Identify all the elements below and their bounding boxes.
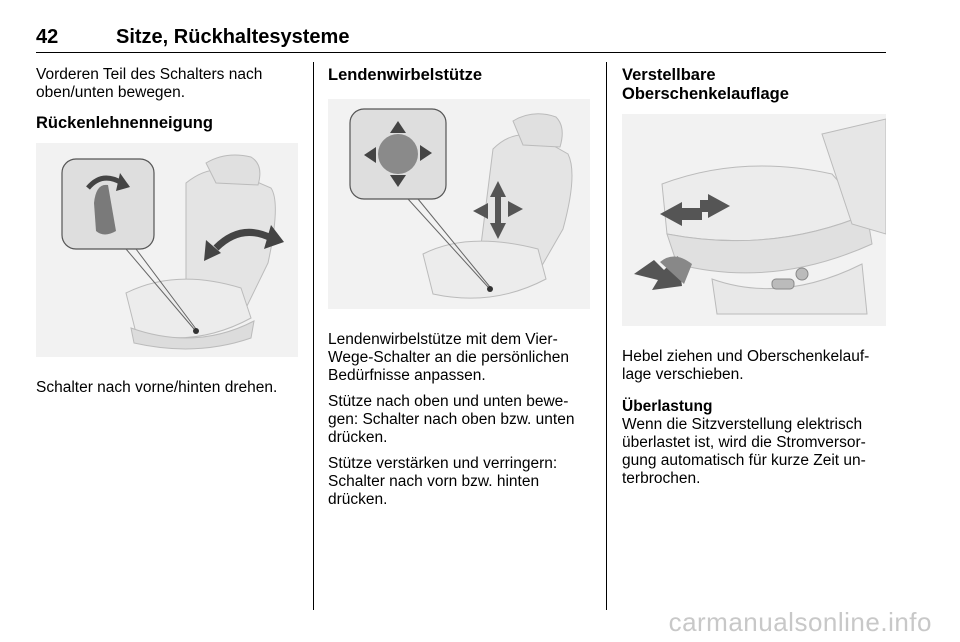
section-title: Sitze, Rückhaltesysteme — [116, 26, 350, 48]
column-divider — [606, 62, 607, 610]
lumbar-text-2: Stütze nach oben und unten bewe-gen: Schalter nach oben bzw. unten drücken. — [328, 393, 575, 446]
seat-recline-illustration — [36, 143, 298, 357]
column-recline — [36, 66, 298, 405]
page-number: 42 — [36, 26, 59, 48]
lumbar-support-illustration — [328, 99, 590, 309]
column-lumbar — [328, 66, 590, 517]
watermark: carmanualsonline.info — [668, 607, 932, 637]
heading-line-1: Verstellbare — [622, 66, 716, 84]
heading-lumbar: Lendenwirbelstütze — [328, 66, 483, 84]
heading-recline: Rückenlehnenneigung — [36, 114, 213, 132]
heading-thigh-support — [622, 66, 886, 104]
intro-text: Vorderen Teil des Schalters nach oben/unten bewegen. — [36, 66, 263, 101]
column-divider — [313, 62, 314, 610]
lumbar-text-3: Stütze verstärken und verringern: Schalter nach vorn bzw. hinten drücken. — [328, 455, 558, 508]
overload-text: Wenn die Sitzverstellung elektrisch überlastet ist, wird die Stromversor-gung automatisch für kurze Zeit un-terbrochen. — [622, 416, 866, 487]
caption-recline: Schalter nach vorne/hinten drehen. — [36, 379, 278, 396]
thigh-text: Hebel ziehen und Oberschenkelauf-lage verschieben. — [622, 348, 870, 383]
column-thigh-support — [622, 66, 886, 496]
subheading-overload: Überlastung — [622, 398, 713, 415]
thigh-support-illustration — [622, 114, 886, 326]
lumbar-text-1: Lendenwirbelstütze mit dem Vier-Wege-Schalter an die persönlichen Bedürfnisse anpassen. — [328, 331, 569, 384]
page-header — [36, 26, 886, 53]
heading-line-2: Oberschenkelauflage — [622, 85, 789, 103]
